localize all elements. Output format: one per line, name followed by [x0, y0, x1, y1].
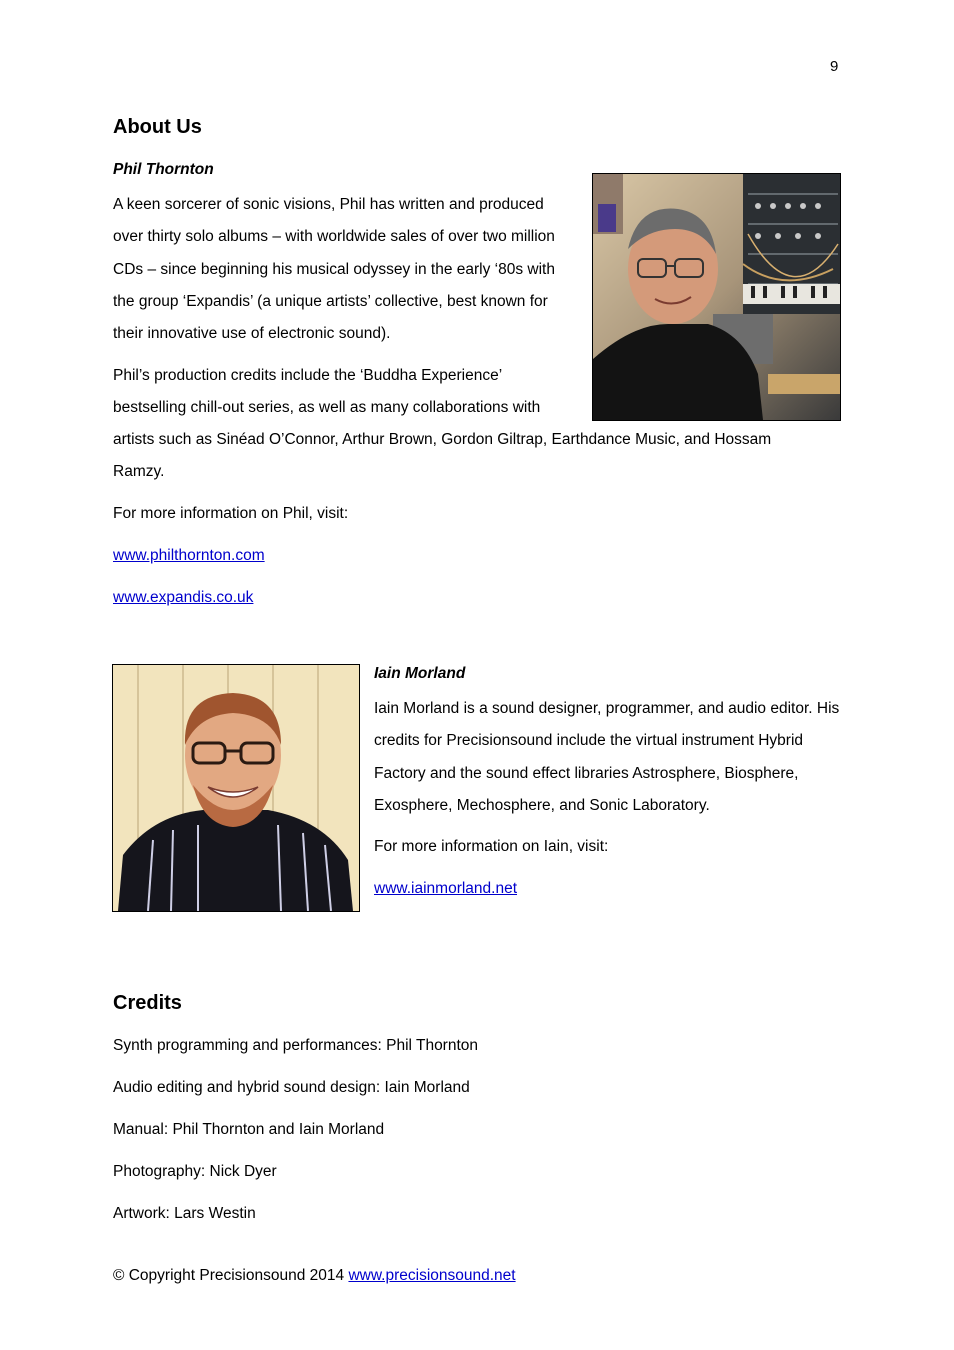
- iain-website-link[interactable]: www.iainmorland.net: [374, 880, 518, 897]
- phil-credits-line-2: bestselling chill-out series, as well as many collaborations with: [113, 399, 541, 416]
- phil-credits-line-3: artists such as Sinéad O’Connor, Arthur Brown, Gordon Giltrap, Earthdance Music, and Hossam: [113, 431, 772, 448]
- iain-name: Iain Morland: [374, 665, 466, 682]
- phil-more-info: For more information on Phil, visit:: [113, 505, 349, 522]
- iain-bio-paragraph: Iain Morland is a sound designer, programmer, and audio editor. His credits for Precisionsound include the virtual instrument Hybrid Factory and the sound effect libraries Astrosphere, Biosphere, Exosphere, Mechosphere, and Sonic Laboratory.: [374, 700, 840, 814]
- phil-bio-paragraph: A keen sorcerer of sonic visions, Phil has written and produced over thirty solo albums – with worldwide sales of over two million CDs – since beginning his musical odyssey in the early ‘80s with the group ‘Expandis’ (a unique artists’ collective, best known for their innovative use of electronic sound).: [113, 196, 555, 343]
- expandis-website-link[interactable]: www.expandis.co.uk: [113, 589, 254, 606]
- credit-line: Artwork: Lars Westin: [113, 1205, 256, 1222]
- credit-line: Manual: Phil Thornton and Iain Morland: [113, 1121, 385, 1138]
- precisionsound-link[interactable]: www.precisionsound.net: [348, 1267, 516, 1284]
- credit-line: Synth programming and performances: Phil Thornton: [113, 1037, 479, 1054]
- iain-morland-photo: [112, 664, 360, 912]
- phil-website-link[interactable]: www.philthornton.com: [113, 547, 265, 564]
- phil-credits-line-4: Ramzy.: [113, 463, 165, 480]
- credit-line: Photography: Nick Dyer: [113, 1163, 277, 1180]
- iain-more-info: For more information on Iain, visit:: [374, 838, 609, 855]
- about-us-heading: About Us: [113, 116, 202, 138]
- footer: [113, 1267, 516, 1285]
- phil-name: Phil Thornton: [113, 161, 214, 178]
- credit-line: Audio editing and hybrid sound design: Iain Morland: [113, 1079, 470, 1096]
- copyright-text: © Copyright Precisionsound 2014: [113, 1267, 345, 1284]
- phil-thornton-photo: [592, 173, 841, 421]
- page-number: 9: [830, 58, 839, 75]
- phil-credits-line-1: Phil’s production credits include the ‘Buddha Experience’: [113, 367, 503, 384]
- credits-heading: Credits: [113, 992, 182, 1014]
